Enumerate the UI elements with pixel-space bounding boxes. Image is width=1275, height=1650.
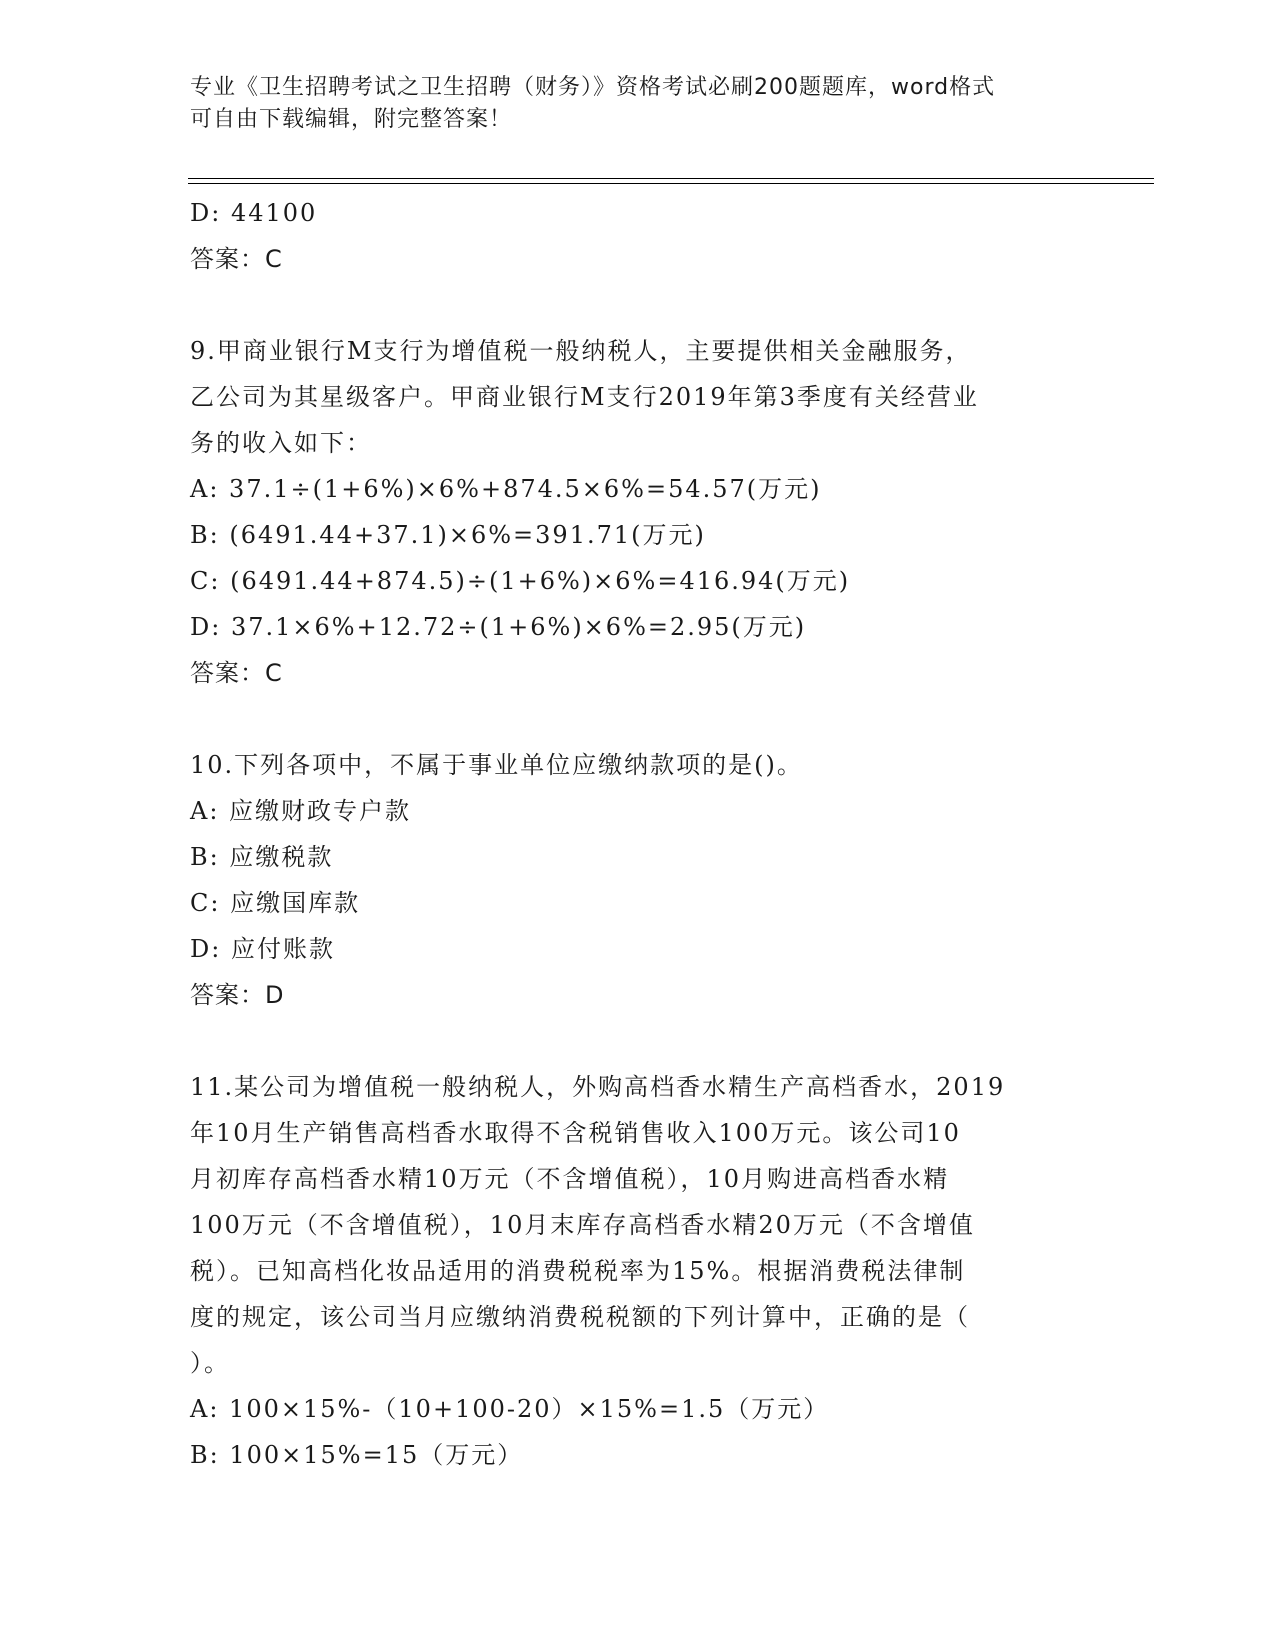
q10-option-c: C: 应缴国库款 [190,889,361,917]
q9-stem-line: 务的收入如下： [190,429,372,457]
q11-stem-line: 100万元（不含增值税），10月末库存高档香水精20万元（不含增值 [190,1211,975,1239]
q10-answer: 答案：D [190,981,285,1009]
q9-option-b: B: (6491.44+37.1)×6%=391.71(万元) [190,521,706,549]
q11-stem-line: 11.某公司为增值税一般纳税人，外购高档香水精生产高档香水，2019 [190,1073,1006,1101]
spacer [190,696,1090,742]
q11-stem-line: ）。 [190,1349,230,1377]
q10-stem: 10.下列各项中，不属于事业单位应缴纳款项的是()。 [190,751,803,779]
q8-answer: 答案：C [190,245,283,273]
question-10 [190,742,1090,1018]
q11-option-a: A: 100×15%-（10+100-20）×15%=1.5（万元） [190,1395,830,1423]
spacer [190,282,1090,328]
q9-answer: 答案：C [190,659,283,687]
q11-stem-line: 税）。已知高档化妆品适用的消费税税率为15%。根据消费税法律制 [190,1257,966,1285]
question-9 [190,328,1090,696]
q9-stem-line: 9.甲商业银行M支行为增值税一般纳税人，主要提供相关金融服务， [190,337,972,365]
q9-option-c: C: (6491.44+874.5)÷(1+6%)×6%=416.94(万元) [190,567,851,595]
q10-option-d: D: 应付账款 [190,935,335,963]
page-header [190,72,1090,136]
question-11 [190,1064,1090,1478]
q11-option-b: B: 100×15%=15（万元） [190,1441,524,1469]
header-line-1: 专业《卫生招聘考试之卫生招聘（财务）》资格考试必刷200题题库，word格式 [190,75,996,100]
q8-option-d: D: 44100 [190,199,318,227]
q9-option-d: D: 37.1×6%+12.72÷(1+6%)×6%=2.95(万元) [190,613,807,641]
q11-stem-line: 年10月生产销售高档香水取得不含税销售收入100万元。该公司10 [190,1119,961,1147]
q10-option-a: A: 应缴财政专户款 [190,797,412,825]
spacer [190,1018,1090,1064]
header-rule-top [188,178,1154,179]
q10-option-b: B: 应缴税款 [190,843,334,871]
q11-stem-line: 月初库存高档香水精10万元（不含增值税），10月购进高档香水精 [190,1165,950,1193]
q9-option-a: A: 37.1÷(1+6%)×6%+874.5×6%=54.57(万元) [190,475,822,503]
q9-stem-line: 乙公司为其星级客户。甲商业银行M支行2019年第3季度有关经营业 [190,383,979,411]
q11-stem-line: 度的规定，该公司当月应缴纳消费税税额的下列计算中，正确的是（ [190,1303,970,1331]
header-rule-bottom [188,183,1154,184]
document-body [190,190,1090,1478]
header-line-2: 可自由下载编辑，附完整答案！ [190,107,513,132]
